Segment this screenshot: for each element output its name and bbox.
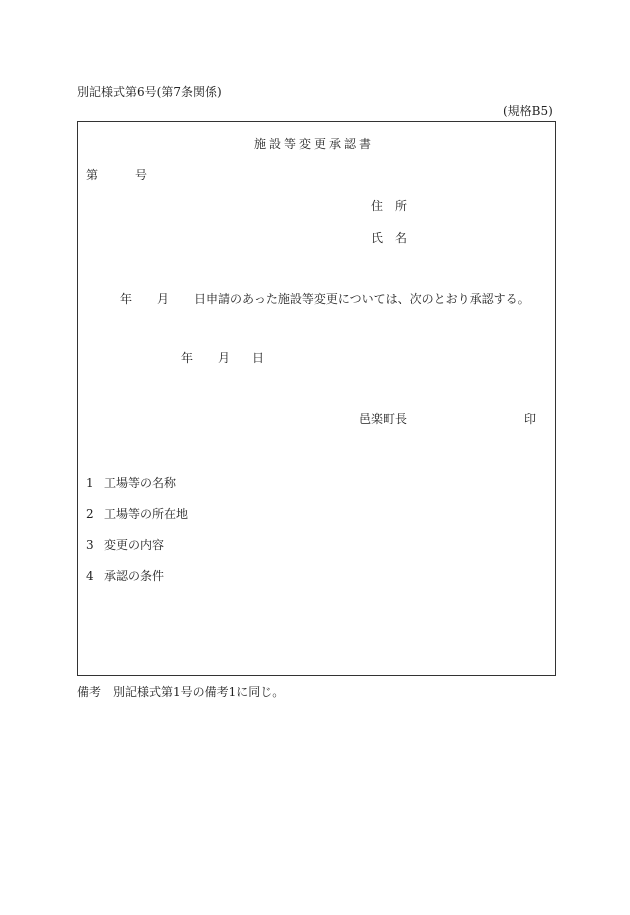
item-1-number: 1 [86,476,94,490]
number-prefix: 第 [86,168,99,182]
address-label: 住 所 [371,199,408,213]
application-year: 年 [120,292,133,306]
approval-month: 月 [218,351,231,365]
number-suffix: 号 [135,168,148,182]
name-label: 氏 名 [371,231,408,245]
item-2-label: 工場等の所在地 [104,507,189,521]
mayor-title: 邑楽町長 [359,412,408,426]
item-3-label: 変更の内容 [104,538,165,552]
application-sentence: 日申請のあった施設等変更については、次のとおり承認する。 [194,292,530,306]
seal-mark: 印 [524,412,537,426]
item-4-number: 4 [86,569,94,583]
item-4-label: 承認の条件 [104,569,165,583]
footer-note: 備考 別記様式第1号の備考1に同じ。 [77,685,285,699]
application-month: 月 [157,292,170,306]
approval-year: 年 [181,351,194,365]
item-1-label: 工場等の名称 [104,476,177,490]
approval-day: 日 [252,351,265,365]
paper-size-note: (規格B5) [503,104,553,118]
item-2-number: 2 [86,507,94,521]
form-title: 施設等変更承認書 [254,137,375,151]
form-box [77,121,556,676]
item-3-number: 3 [86,538,94,552]
form-reference: 別記様式第6号(第7条関係) [77,85,222,99]
